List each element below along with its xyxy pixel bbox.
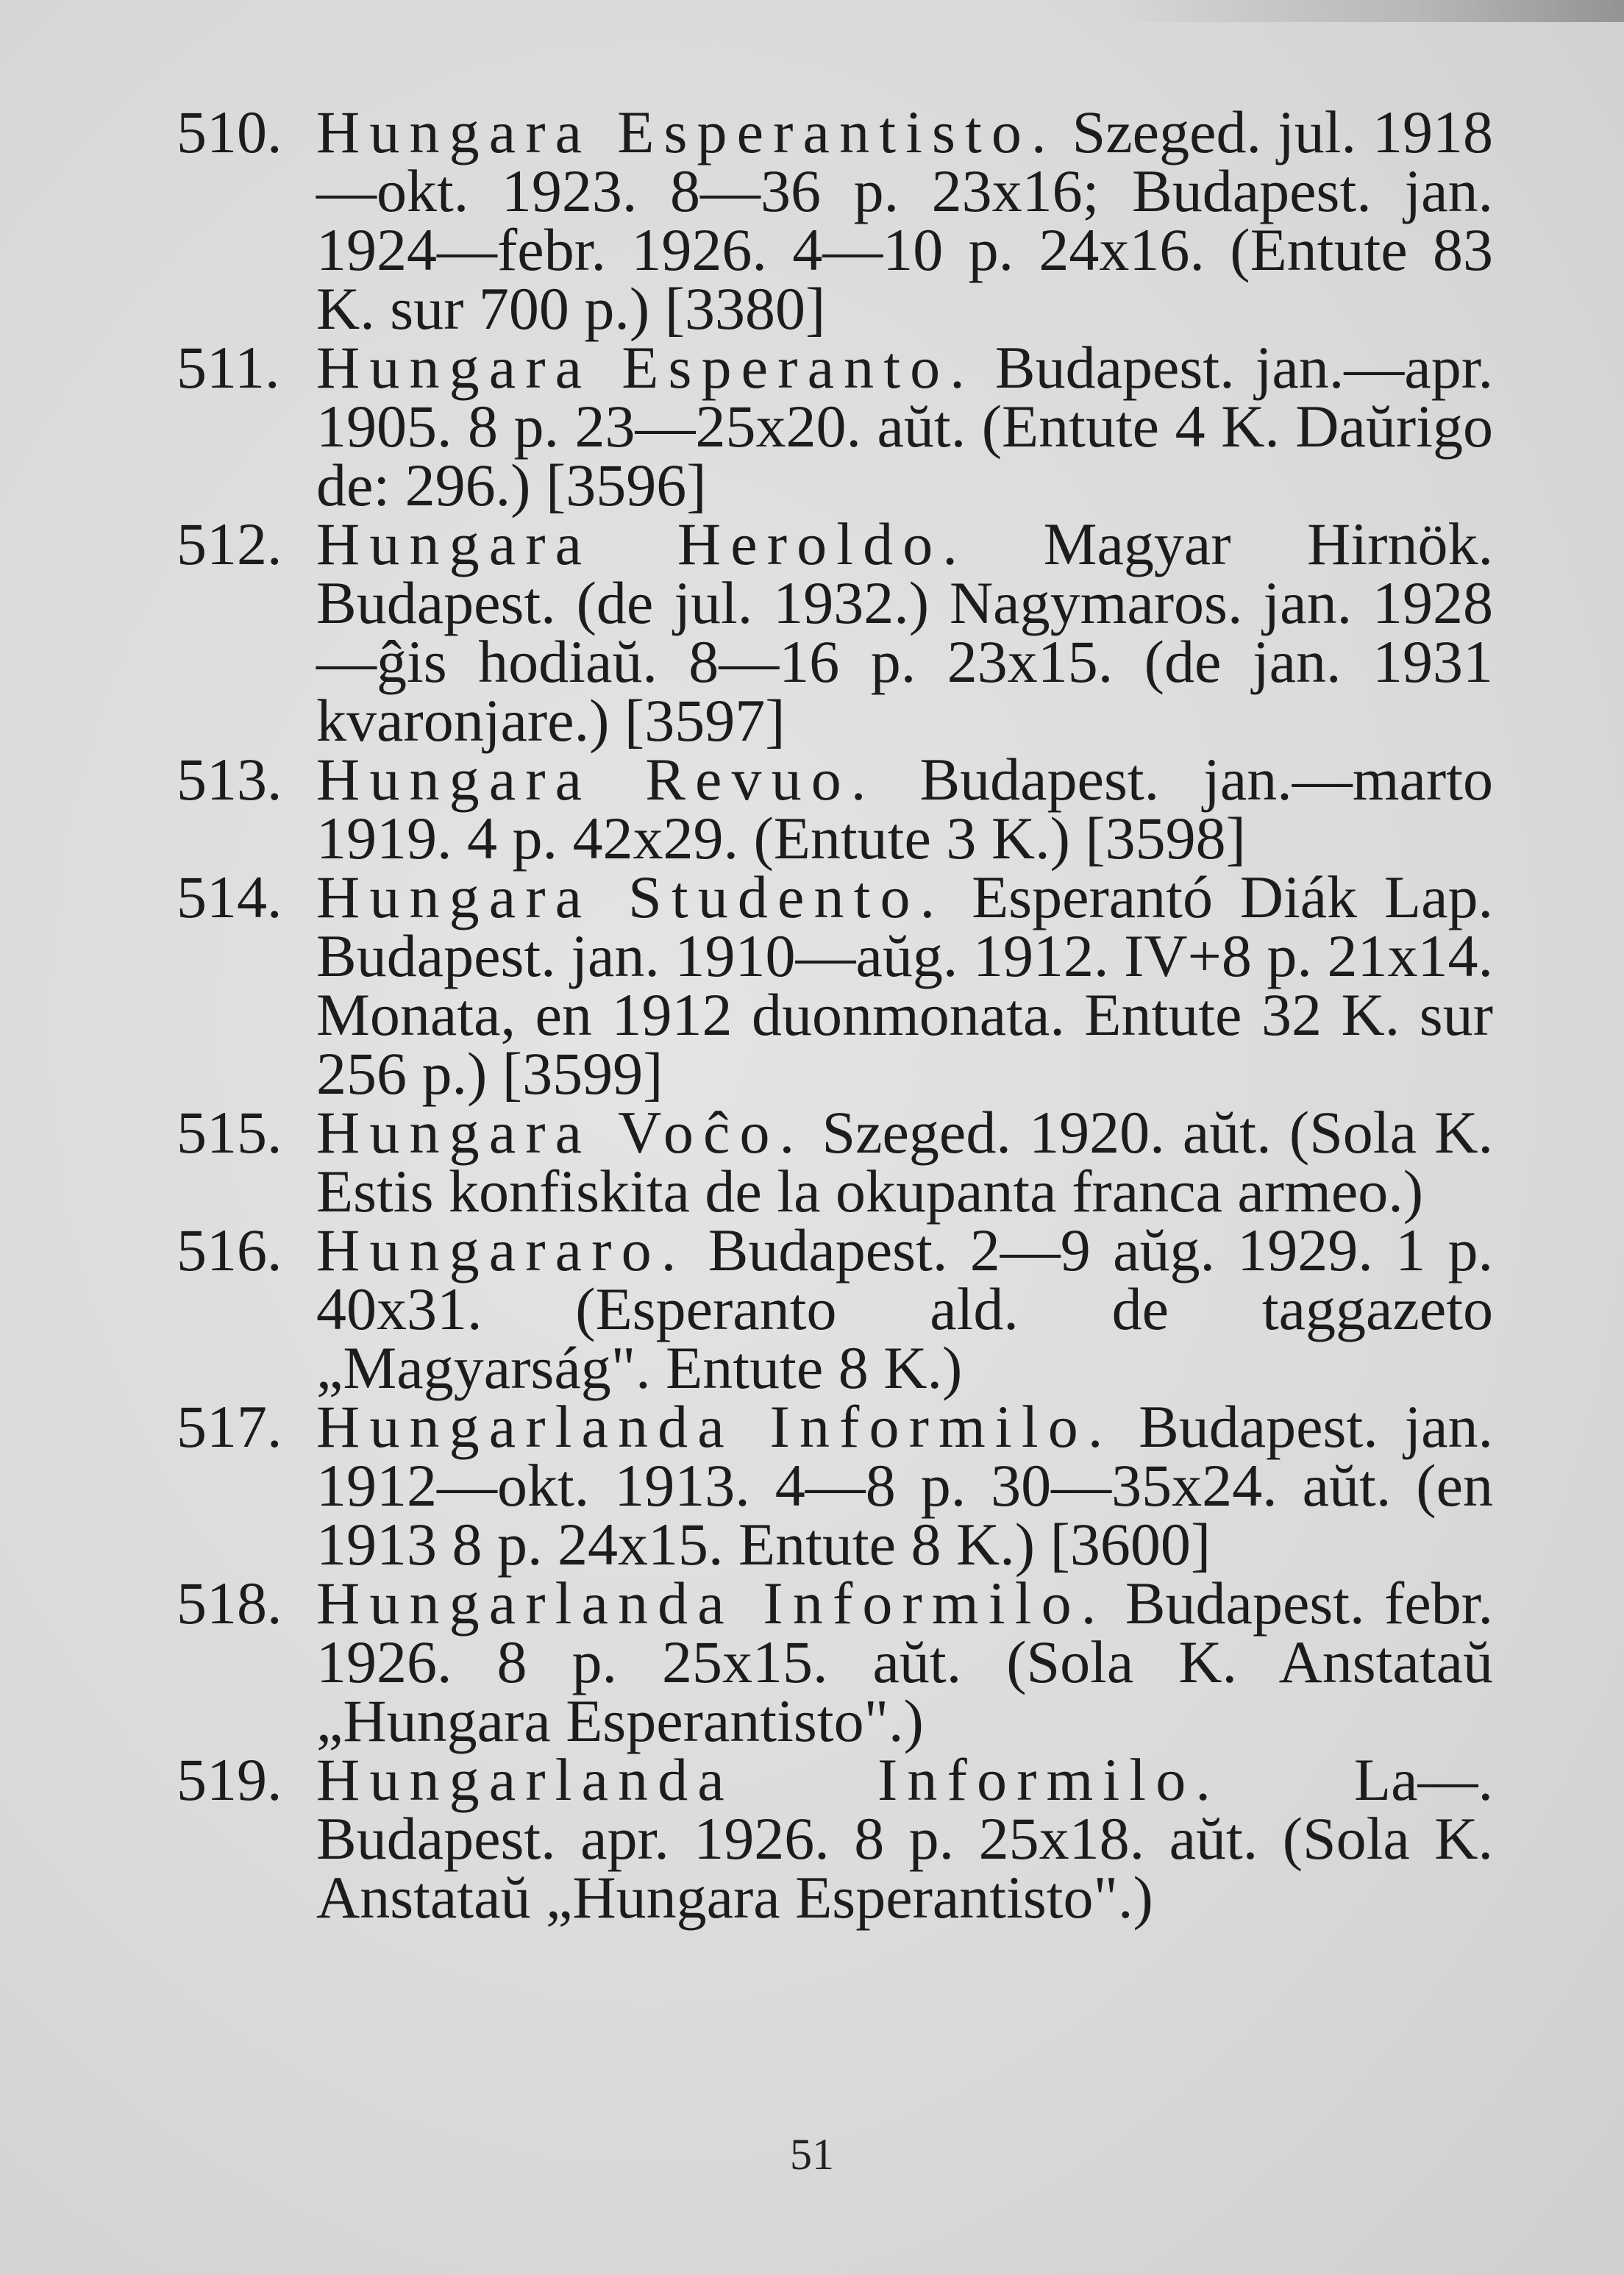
- entry-title: Hungararo.: [316, 1217, 686, 1284]
- entry-517: [177, 1393, 1493, 1578]
- entry-510: [177, 99, 1493, 342]
- entry-number: 513.: [177, 746, 282, 813]
- entry-515: [177, 1099, 1493, 1225]
- entry-text: Szeged. 1920. aŭt. (Sola K. Estis konfiskita de la okupanta franca armeo.): [316, 1099, 1493, 1225]
- entry-body: [316, 334, 1493, 519]
- page-edge-shadow: [1109, 0, 1624, 22]
- entry-number: 519.: [177, 1746, 282, 1813]
- entry-body: [316, 864, 1493, 1107]
- entry-title: Hungara Esperanto.: [316, 334, 975, 401]
- entry-text: Esperantó Diák Lap. Budapest. jan. 1910—aŭg. 1912. IV+8 p. 21x14. Monata, en 1912 duonmonata. Entute 32 K. sur 256 p.) [3599]: [316, 864, 1493, 1107]
- entry-519: [177, 1746, 1494, 1931]
- entry-number: 516.: [177, 1217, 282, 1284]
- entry-text: Budapest. 2—9 aŭg. 1929. 1 p. 40x31. (Esperanto ald. de taggazeto „Magyarság". Entute 8 K.): [316, 1217, 1494, 1401]
- entry-title: Hungara Heroldo.: [316, 510, 968, 577]
- entry-number: 515.: [177, 1099, 282, 1166]
- entry-511: [177, 334, 1493, 519]
- entry-text: Budapest. jan.—apr. 1905. 8 p. 23—25x20. aŭt. (Entute 4 K. Daŭrigo de: 296.) [3596]: [316, 334, 1493, 519]
- entry-title: Hungara Studento.: [316, 864, 945, 930]
- entry-518: [177, 1570, 1493, 1754]
- entry-text: Szeged. jul. 1918—okt. 1923. 8—36 p. 23x16; Budapest. jan. 1924—febr. 1926. 4—10 p. 24x16. (Entute 83 K. sur 700 p.) [3380]: [316, 99, 1493, 342]
- entry-number: 511.: [177, 334, 280, 401]
- entry-number: 518.: [177, 1570, 282, 1637]
- entry-text: Budapest. jan. 1912—okt. 1913. 4—8 p. 30—35x24. aŭt. (en 1913 8 p. 24x15. Entute 8 K.) [3600]: [316, 1393, 1493, 1578]
- entry-title: Hungarlanda Informilo.: [316, 1570, 1106, 1637]
- entry-body: [316, 1393, 1493, 1578]
- entry-title: Hungara Revuo.: [316, 746, 876, 813]
- entry-body: [316, 510, 1493, 754]
- entry-title: Hungarlanda Informilo.: [316, 1746, 1220, 1813]
- entry-body: [316, 1746, 1494, 1931]
- entry-body: [316, 1217, 1494, 1401]
- entry-516: [177, 1217, 1494, 1401]
- page-number: 51: [790, 2130, 834, 2179]
- entry-title: Hungara Esperantisto.: [316, 99, 1056, 165]
- entry-text: Budapest. febr. 1926. 8 p. 25x15. aŭt. (Sola K. Anstataŭ „Hungara Esperantisto".): [316, 1570, 1493, 1754]
- entry-number: 514.: [177, 864, 282, 930]
- entry-title: Hungarlanda Informilo.: [316, 1393, 1113, 1460]
- entry-text: La—. Budapest. apr. 1926. 8 p. 25x18. aŭt. (Sola K. Anstataŭ „Hungara Esperantisto".): [316, 1746, 1494, 1931]
- entry-number: 517.: [177, 1393, 282, 1460]
- entry-body: [316, 1099, 1493, 1225]
- entry-512: [177, 510, 1493, 754]
- entry-513: [177, 746, 1494, 872]
- entry-body: [316, 99, 1493, 342]
- entry-body: [316, 1570, 1493, 1754]
- entry-title: Hungara Voĉo.: [316, 1099, 805, 1166]
- entry-number: 512.: [177, 510, 282, 577]
- entry-body: [316, 746, 1494, 872]
- entry-514: [177, 864, 1493, 1107]
- entry-list: [177, 99, 1494, 1931]
- entry-text: Budapest. jan.—marto 1919. 4 p. 42x29. (Entute 3 K.) [3598]: [316, 746, 1494, 872]
- entry-text: Magyar Hirnök. Budapest. (de jul. 1932.) Nagymaros. jan. 1928 —ĝis hodiaŭ. 8—16 p. 23x15. (de jan. 1931 kvaronjare.) [3597]: [316, 510, 1493, 754]
- entry-number: 510.: [177, 99, 282, 165]
